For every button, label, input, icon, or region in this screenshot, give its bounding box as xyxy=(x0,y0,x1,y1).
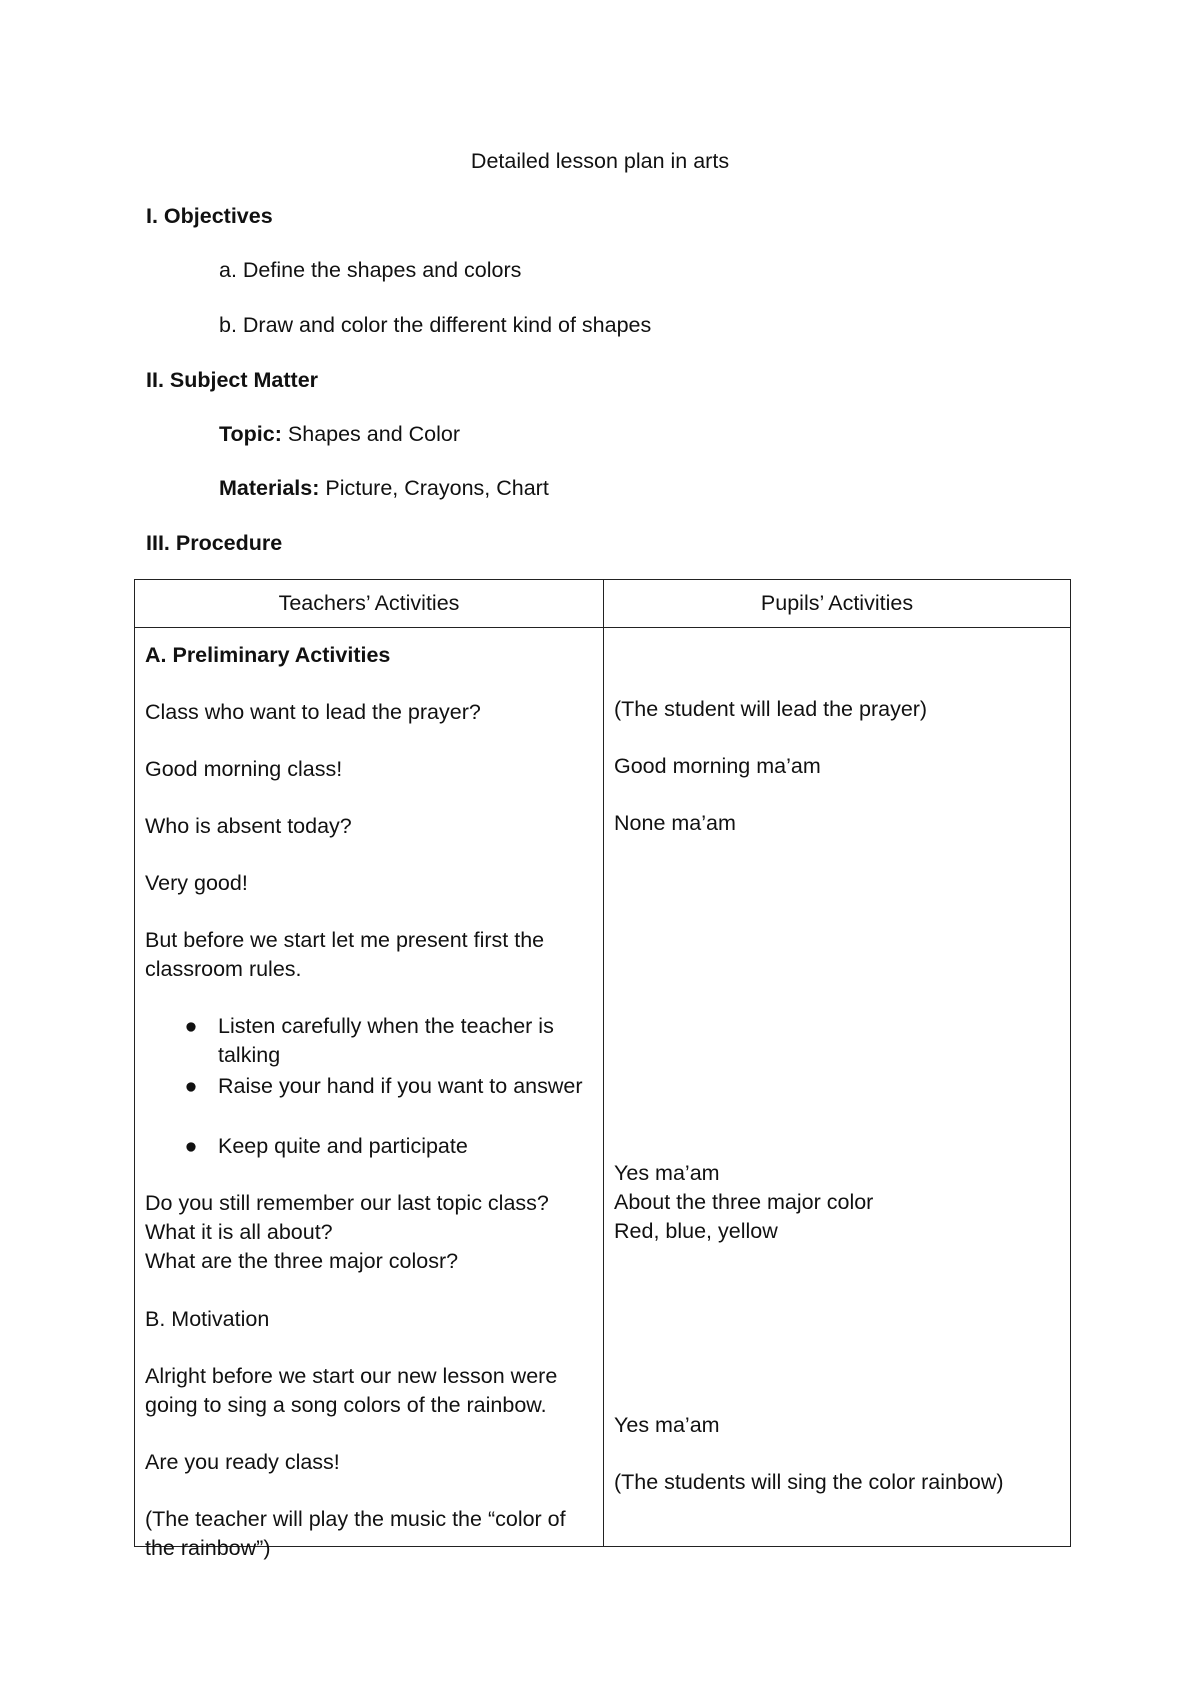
preliminary-activities-heading: A. Preliminary Activities xyxy=(145,643,391,667)
procedure-table xyxy=(134,579,1071,1560)
play-music-line: (The teacher will play the music the “color of the rainbow”) xyxy=(145,1507,566,1560)
motivation-intro: Alright before we start our new lesson were going to sing a song colors of the rainbow. xyxy=(145,1364,558,1417)
materials-value: Picture, Crayons, Chart xyxy=(325,476,549,500)
teachers-activities-header: Teachers’ Activities xyxy=(135,580,604,628)
pupil-response: None ma’am xyxy=(614,811,736,835)
review-question: Do you still remember our last topic class? xyxy=(145,1191,549,1215)
rule-item: Raise your hand if you want to answer xyxy=(218,1074,583,1098)
rule-item: Keep quite and participate xyxy=(218,1134,468,1158)
table-row xyxy=(135,628,1071,1547)
teacher-activities-cell xyxy=(135,628,604,1560)
teacher-line: Very good! xyxy=(145,871,248,895)
document-title: Detailed lesson plan in arts xyxy=(470,149,730,173)
pupil-activities-cell xyxy=(604,628,1071,1547)
subject-matter-heading: II. Subject Matter xyxy=(146,368,319,392)
pupils-activities-header: Pupils’ Activities xyxy=(604,580,1071,628)
objective-item: b. Draw and color the different kind of shapes xyxy=(219,313,652,337)
review-question: What it is all about? xyxy=(145,1220,333,1244)
topic-value: Shapes and Color xyxy=(287,422,461,446)
pupil-response: Red, blue, yellow xyxy=(614,1219,778,1243)
pupil-response: (The students will sing the color rainbow) xyxy=(614,1470,1004,1494)
topic-label: Topic: xyxy=(219,422,282,446)
teacher-line: But before we start let me present first the classroom rules. xyxy=(145,928,545,981)
pupil-response: (The student will lead the prayer) xyxy=(614,697,928,721)
teacher-line: Are you ready class! xyxy=(145,1450,340,1474)
teacher-line: Class who want to lead the prayer? xyxy=(145,700,481,724)
motivation-heading: B. Motivation xyxy=(145,1307,270,1331)
pupil-response: Good morning ma’am xyxy=(614,754,821,778)
topic-line xyxy=(219,420,460,448)
pupil-response: About the three major color xyxy=(614,1190,874,1214)
bullet-icon: ● xyxy=(184,1074,198,1098)
objectives-heading: I. Objectives xyxy=(146,204,273,228)
teacher-line: Good morning class! xyxy=(145,757,343,781)
objective-item: a. Define the shapes and colors xyxy=(219,258,522,282)
review-question: What are the three major colosr? xyxy=(145,1249,459,1273)
pupil-response: Yes ma’am xyxy=(614,1161,720,1185)
table-header-row xyxy=(135,580,1071,628)
pupil-response: Yes ma’am xyxy=(614,1413,720,1437)
bullet-icon: ● xyxy=(184,1014,198,1038)
rule-item: Listen carefully when the teacher is talking xyxy=(218,1014,554,1067)
materials-label: Materials: xyxy=(219,476,320,500)
teacher-line: Who is absent today? xyxy=(145,814,352,838)
bullet-icon: ● xyxy=(184,1134,198,1158)
materials-line xyxy=(219,474,549,502)
procedure-heading: III. Procedure xyxy=(146,531,283,555)
